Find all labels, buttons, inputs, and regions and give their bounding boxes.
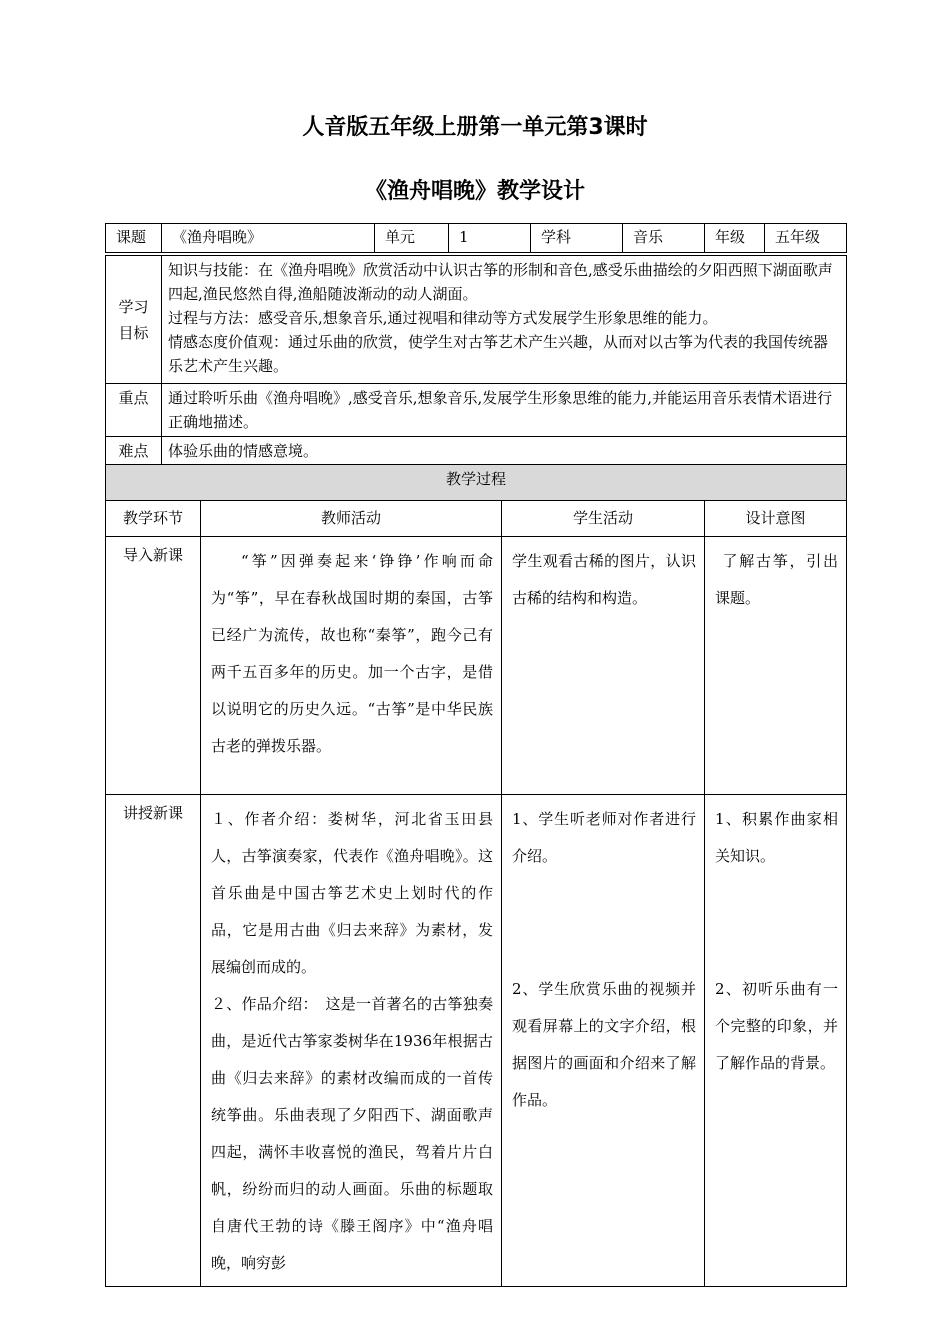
process-table bbox=[105, 464, 847, 1287]
grade-label: 年级 bbox=[705, 224, 765, 253]
goal-knowledge: 知识与技能：在《渔舟唱晚》欣赏活动中认识古筝的形制和音色,感受乐曲描绘的夕阳西照下湖面歌声四起,渔民悠然自得,渔船随波渐动的动人湖面。 bbox=[168, 261, 833, 303]
subject-value: 音乐 bbox=[623, 224, 705, 253]
intent-teach bbox=[705, 795, 847, 1287]
goals-content bbox=[162, 256, 847, 384]
teacher-work-intro: ２、作品介绍： 这是一首著名的古筝独奏曲，是近代古筝家娄树华在1936年根据古曲《归去来辞》的素材改编而成的一首传统筝曲。乐曲表现了夕阳西下、湖面歌声四起，满怀丰收喜悦的渔民，驾着片片白帆，纷纷而归的动人画面。乐曲的标题取自唐代王勃的诗《滕王阁序》中“渔舟唱晚，响穷彭 bbox=[211, 995, 493, 1272]
difficulty-label: 难点 bbox=[106, 437, 162, 467]
intent-step-1: 1、积累作曲家相关知识。 bbox=[715, 810, 839, 865]
goals-table bbox=[105, 255, 847, 467]
stage-teach: 讲授新课 bbox=[106, 795, 201, 1287]
intent-intro: 了解古筝，引出课题。 bbox=[705, 537, 847, 795]
teacher-intro: “筝”因弹奏起来‘铮铮’作响而命为“筝”，早在春秋战国时期的秦国，古筝已经广为流传，故也称“秦筝”，跑今己有两千五百多年的历史。加一个古字，是借以说明它的历史久远。“古筝”是中华民族古老的弹拨乐器。 bbox=[201, 537, 502, 795]
student-intro: 学生观看古稀的图片，认识古稀的结构和构造。 bbox=[502, 537, 705, 795]
column-stage: 教学环节 bbox=[106, 501, 201, 537]
unit-label: 单元 bbox=[375, 224, 449, 253]
table-row bbox=[106, 537, 847, 795]
teacher-author-intro: １、作者介绍：娄树华，河北省玉田县人，古筝演奏家，代表作《渔舟唱晚》。这首乐曲是中国古筝艺术史上划时代的作品，它是用古曲《归去来辞》为素材，发展编创而成的。 bbox=[211, 810, 493, 976]
course-value: 《渔舟唱晚》 bbox=[162, 224, 375, 253]
intent-step-2: 2、初听乐曲有一个完整的印象，并了解作品的背景。 bbox=[715, 980, 839, 1072]
student-step-2: 2、学生欣赏乐曲的视频并观看屏幕上的文字介绍，根据图片的画面和介绍来了解作品。 bbox=[512, 980, 696, 1109]
student-step-1: 1、学生听老师对作者进行介绍。 bbox=[512, 810, 696, 865]
grade-value: 五年级 bbox=[765, 224, 847, 253]
process-header: 教学过程 bbox=[106, 465, 847, 501]
document-title: 人音版五年级上册第一单元第3课时 bbox=[302, 115, 648, 140]
course-label: 课题 bbox=[106, 224, 162, 253]
table-row bbox=[106, 795, 847, 1287]
column-teacher: 教师活动 bbox=[201, 501, 502, 537]
document-subtitle: 《渔舟唱晚》教学设计 bbox=[364, 179, 585, 204]
key-point-label: 重点 bbox=[106, 384, 162, 437]
difficulty-text: 体验乐曲的情感意境。 bbox=[162, 437, 847, 467]
goals-label bbox=[106, 256, 162, 384]
teacher-teach bbox=[201, 795, 502, 1287]
goal-process: 过程与方法：感受音乐,想象音乐,通过视唱和律动等方式发展学生形象思维的能力。 bbox=[168, 309, 718, 327]
goals-label-text: 学习目标 bbox=[118, 297, 149, 342]
column-student: 学生活动 bbox=[502, 501, 705, 537]
key-point-text: 通过聆听乐曲《渔舟唱晚》,感受音乐,想象音乐,发展学生形象思维的能力,并能运用音乐表情术语进行正确地描述。 bbox=[162, 384, 847, 437]
stage-intro: 导入新课 bbox=[106, 537, 201, 795]
info-table bbox=[105, 223, 847, 253]
column-intent: 设计意图 bbox=[705, 501, 847, 537]
unit-value: 1 bbox=[449, 224, 531, 253]
subject-label: 学科 bbox=[531, 224, 623, 253]
student-teach bbox=[502, 795, 705, 1287]
goal-emotion: 情感态度价值观：通过乐曲的欣赏，使学生对古筝艺术产生兴趣，从而对以古筝为代表的我国传统器乐艺术产生兴趣。 bbox=[168, 333, 829, 375]
